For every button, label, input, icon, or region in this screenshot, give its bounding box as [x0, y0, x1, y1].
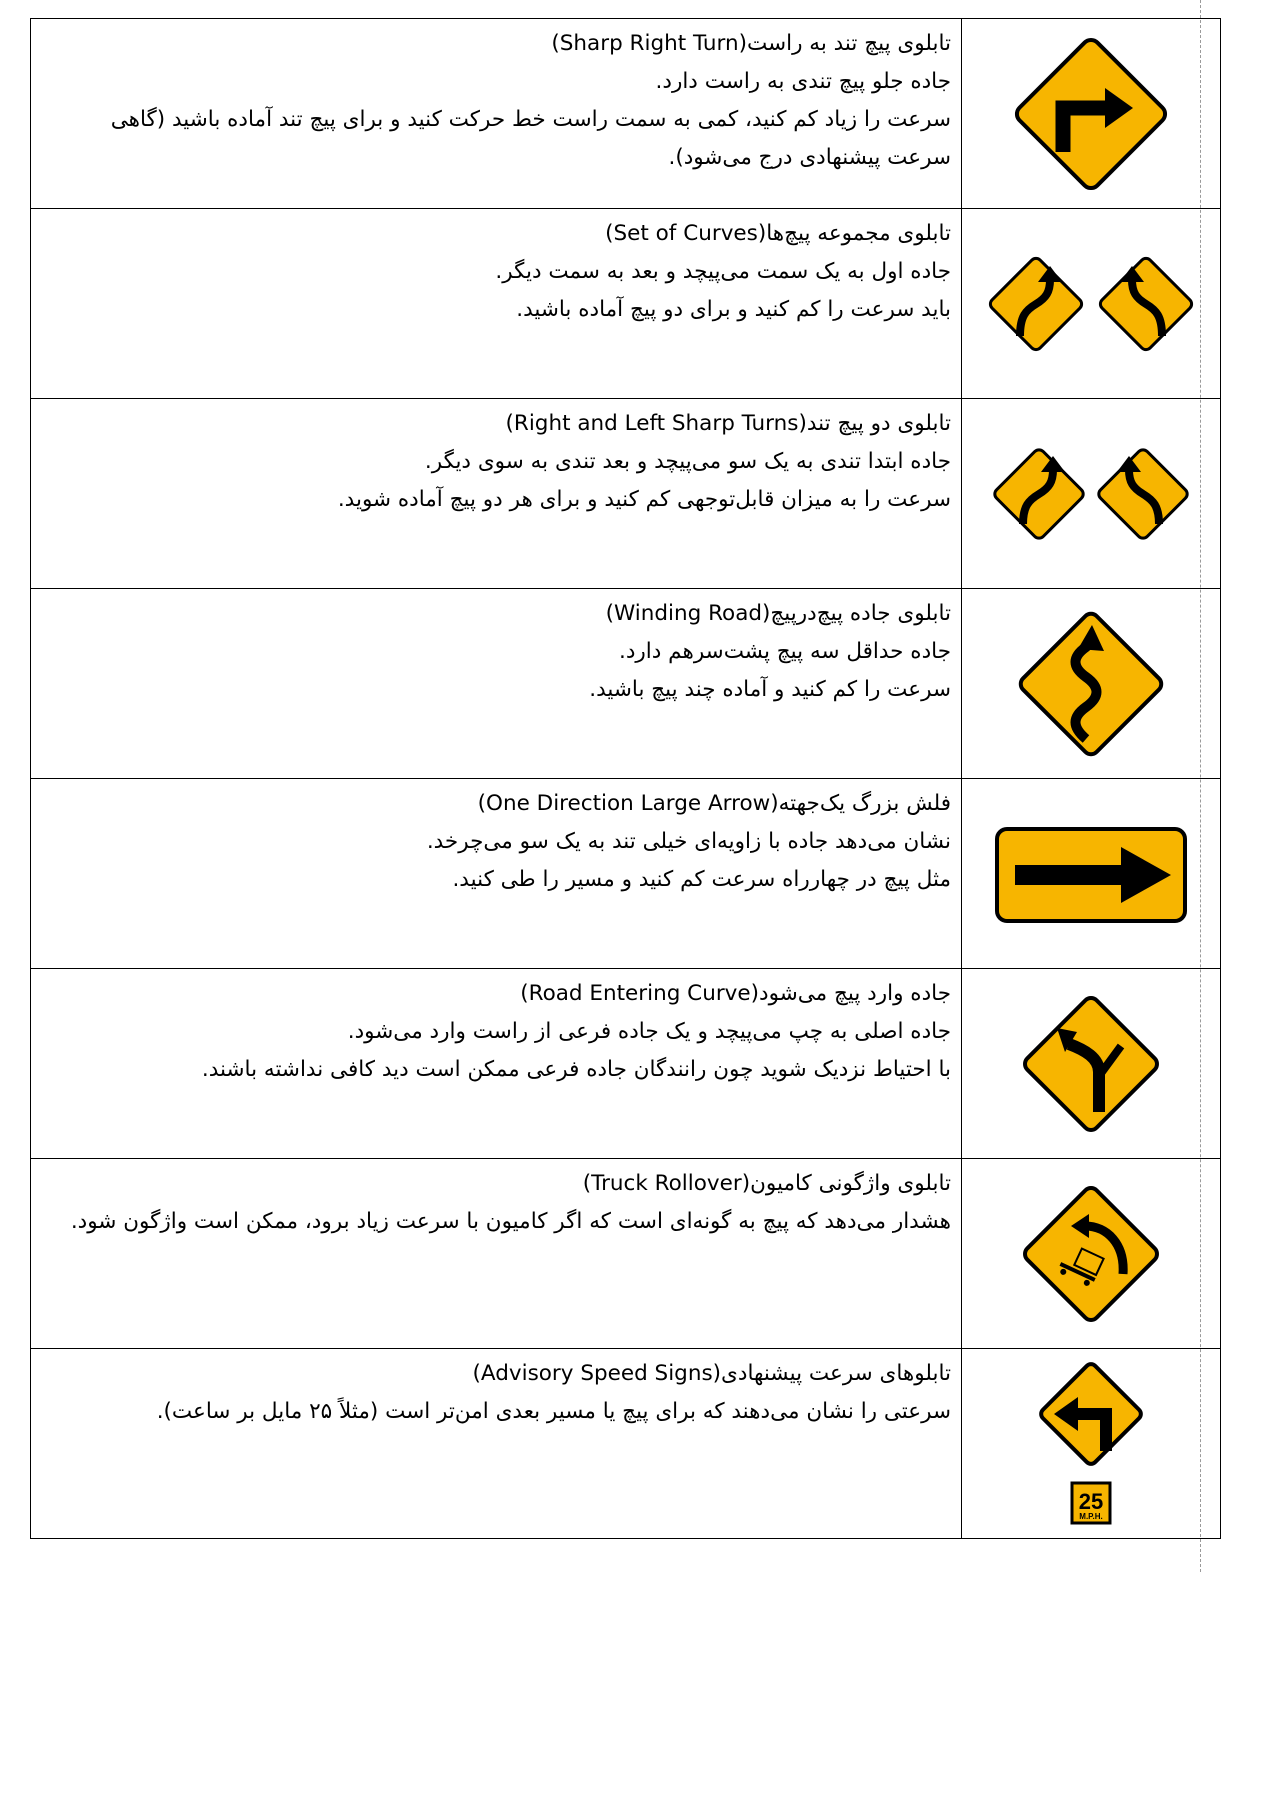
sign-description-cell: [31, 969, 962, 1159]
sign-description-cell: [31, 399, 962, 589]
double-sharp-turns-sign-icon: [981, 436, 1201, 552]
sign-description-cell: [31, 209, 962, 399]
sign-image-cell: [962, 969, 1221, 1159]
sharp-right-turn-sign-icon: [1001, 24, 1181, 204]
sign-description: جاده اول به یک سمت می‌پیچد و بعد به سمت دیگر.: [495, 259, 951, 284]
sign-description-cell: [31, 589, 962, 779]
sign-description: جاده جلو پیچ تندی به راست دارد.: [655, 69, 951, 94]
sign-description-extra: باید سرعت را کم کنید و برای دو پیچ آماده باشید.: [516, 297, 951, 322]
sign-description: جاده ابتدا تندی به یک سو می‌پیچد و بعد تندی به سوی دیگر.: [424, 449, 951, 474]
table-row: [31, 589, 1221, 779]
sign-description: هشدار می‌دهد که پیچ به گونه‌ای است که اگر کامیون با سرعت زیاد برود، ممکن است واژگون شود.: [70, 1209, 951, 1234]
sign-title: فلش بزرگ یک‌جهته(One Direction Large Arrow): [477, 791, 951, 816]
sign-image-cell: [962, 399, 1221, 589]
speed-plate-number: 25: [1078, 1488, 1104, 1514]
sign-title: تابلوی واژگونی کامیون(Truck Rollover): [582, 1171, 951, 1196]
truck-rollover-sign-icon: [1011, 1174, 1171, 1334]
sign-image-cell: [962, 1159, 1221, 1349]
sign-description-extra: سرعت را به میزان قابل‌توجهی کم کنید و برای هر دو پیچ آماده شوید.: [337, 487, 951, 512]
sign-image-cell: [962, 589, 1221, 779]
sign-image-cell: [962, 779, 1221, 969]
table-row: [31, 1159, 1221, 1349]
sign-title: جاده وارد پیچ می‌شود(Road Entering Curve): [520, 981, 951, 1006]
sign-title: تابلوی پیچ تند به راست(Sharp Right Turn): [551, 31, 951, 56]
table-row: [31, 969, 1221, 1159]
sign-image-cell: [962, 19, 1221, 209]
sign-description-extra: سرعت را زیاد کم کنید، کمی به سمت راست خط حرکت کنید و برای پیچ تند آماده باشید (گاهی سرعت پیشنهادی درج می‌شود).: [110, 107, 951, 170]
sign-title: تابلوی دو پیچ تند(Right and Left Sharp Turns): [505, 411, 951, 436]
sign-description-cell: [31, 19, 962, 209]
sign-description-extra: مثل پیچ در چهارراه سرعت کم کنید و مسیر را طی کنید.: [452, 867, 951, 892]
sign-title: تابلوهای سرعت پیشنهادی(Advisory Speed Signs): [472, 1361, 951, 1386]
road-entering-curve-sign-icon: [1011, 984, 1171, 1144]
table-row: [31, 779, 1221, 969]
sign-description-cell: [31, 1159, 962, 1349]
table-row: [31, 399, 1221, 589]
winding-road-sign-icon: [1006, 599, 1176, 769]
sign-title: تابلوی جاده پیچ‌درپیچ(Winding Road): [605, 601, 951, 626]
sign-title: تابلوی مجموعه پیچ‌ها(Set of Curves): [605, 221, 951, 246]
speed-plate-unit: M.P.H.: [1079, 1511, 1103, 1521]
sign-description-cell: [31, 779, 962, 969]
table-row: [31, 1349, 1221, 1539]
sign-description-cell: [31, 1349, 962, 1539]
sign-description: جاده اصلی به چپ می‌پیچد و یک جاده فرعی از راست وارد می‌شود.: [347, 1019, 951, 1044]
advisory-speed-sign-icon: [1026, 1359, 1156, 1529]
table-row: [31, 209, 1221, 399]
large-arrow-sign-icon: [991, 819, 1191, 929]
sign-description: سرعتی را نشان می‌دهند که برای پیچ یا مسیر بعدی امن‌تر است (مثلاً ۲۵ مایل بر ساعت).: [156, 1399, 951, 1424]
road-signs-table: [30, 18, 1221, 1539]
sign-image-cell: [962, 209, 1221, 399]
sign-description: جاده حداقل سه پیچ پشت‌سرهم دارد.: [619, 639, 951, 664]
sign-description: نشان می‌دهد جاده با زاویه‌ای خیلی تند به یک سو می‌چرخد.: [426, 829, 951, 854]
set-of-curves-sign-icon: [976, 244, 1206, 364]
sign-description-extra: سرعت را کم کنید و آماده چند پیچ باشید.: [589, 677, 951, 702]
sign-image-cell: [962, 1349, 1221, 1539]
sign-description-extra: با احتیاط نزدیک شوید چون رانندگان جاده فرعی ممکن است دید کافی نداشته باشند.: [201, 1057, 951, 1082]
table-row: [31, 19, 1221, 209]
